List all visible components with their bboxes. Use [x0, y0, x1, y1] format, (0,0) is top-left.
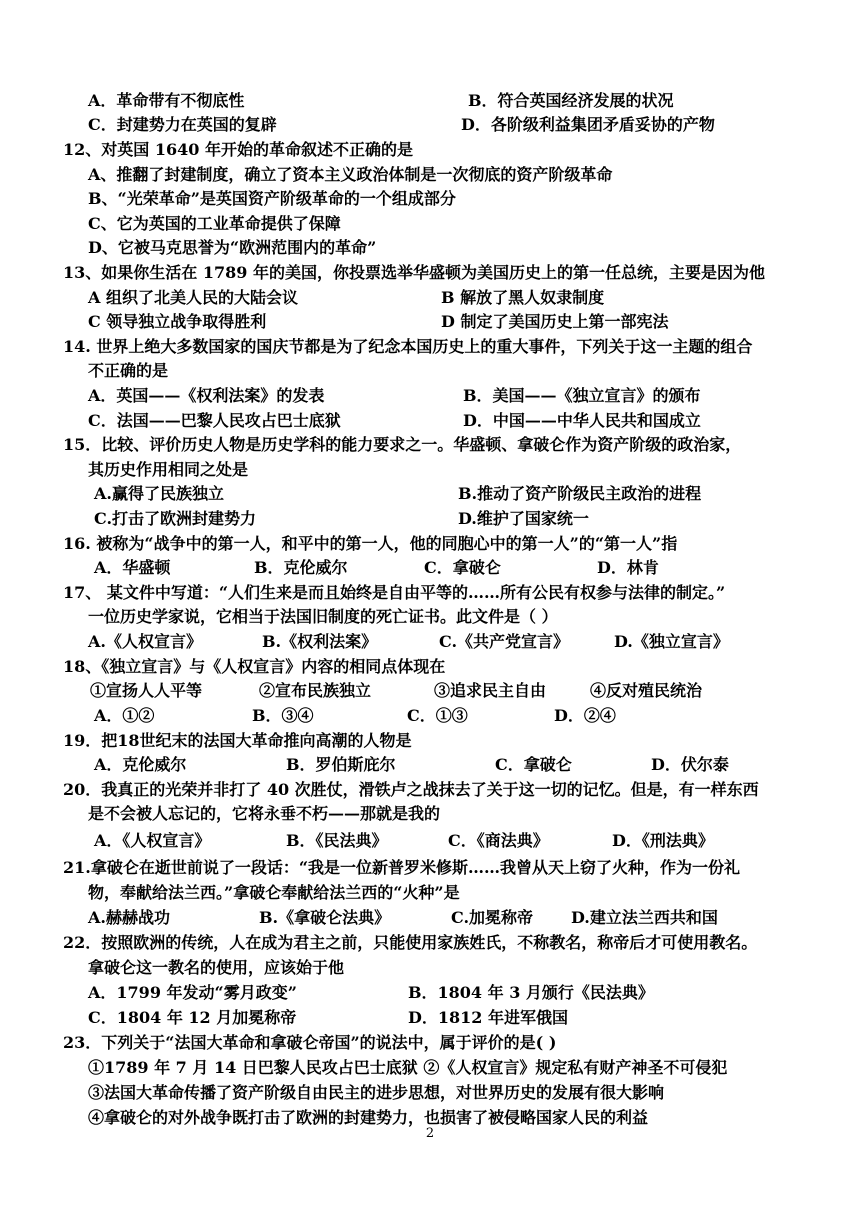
page-number: 2 [425, 1126, 435, 1141]
q18-item-4: ④反对殖民统治 [590, 681, 703, 700]
q14-option-a: A．英国——《权利法案》的发表 [88, 386, 325, 405]
q18-option-d: D．②④ [554, 706, 616, 725]
q14-stem-line2: 不正确的是 [88, 361, 169, 380]
q19-option-d: D．伏尔泰 [651, 755, 729, 774]
q16-stem: 16. 被称为“战争中的第一人，和平中的第一人，他的同胞心中的第一人”的“第一人”指 [63, 534, 678, 553]
q15-option-b: B.推动了资产阶级民主政治的进程 [458, 484, 702, 503]
q22-stem-line2: 拿破仑这一教名的使用，应该始于他 [88, 958, 345, 977]
q22-option-d: D．1812 年进军俄国 [408, 1008, 568, 1027]
q16-option-d: D．林肯 [597, 558, 659, 577]
q21-option-d: D.建立法兰西共和国 [571, 908, 718, 927]
q18-item-3: ③追求民主自由 [434, 681, 547, 700]
q16-option-c: C．拿破仑 [424, 558, 501, 577]
q11-option-b: B．符合英国经济发展的状况 [468, 91, 674, 110]
q18-option-b: B．③④ [252, 706, 314, 725]
q17-option-c: C.《共产党宣言》 [439, 632, 570, 651]
q15-option-d: D.维护了国家统一 [458, 509, 589, 528]
q17-option-a: A.《人权宣言》 [88, 632, 202, 651]
q12-option-b: B、“光荣革命”是英国资产阶级革命的一个组成部分 [88, 189, 456, 208]
q22-option-c: C．1804 年 12 月加冕称帝 [88, 1008, 297, 1027]
q16-option-a: A．华盛顿 [94, 558, 171, 577]
q18-item-2: ②宣布民族独立 [259, 681, 372, 700]
q13-option-b: B 解放了黑人奴隶制度 [441, 288, 605, 307]
q21-option-c: C.加冕称帝 [451, 908, 534, 927]
q12-stem: 12、对英国 1640 年开始的革命叙述不正确的是 [63, 140, 413, 159]
q17-stem-line2: 一位历史学家说，它相当于法国旧制度的死亡证书。此文件是（ ） [88, 607, 558, 626]
q15-option-c: C.打击了欧洲封建势力 [94, 509, 257, 528]
q21-option-a: A.赫赫战功 [88, 908, 170, 927]
q21-stem-line1: 21.拿破仑在逝世前说了一段话：“我是一位新普罗米修斯……我曾从天上窃了火种，作为一份礼 [63, 858, 741, 877]
q19-option-a: A．克伦威尔 [94, 755, 187, 774]
q19-option-b: B．罗伯斯庇尔 [286, 755, 396, 774]
q15-stem-line1: 15．比较、评价历史人物是历史学科的能力要求之一。华盛顿、拿破仑作为资产阶级的政治家， [63, 435, 742, 454]
q12-option-c: C、它为英国的工业革命提供了保障 [88, 214, 341, 233]
q20-option-a: A．《人权宣言》 [94, 831, 211, 850]
q15-stem-line2: 其历史作用相同之处是 [88, 460, 249, 479]
q21-stem-line2: 物，奉献给法兰西。”拿破仑奉献给法兰西的“火种”是 [88, 883, 460, 902]
q13-option-d: D 制定了美国历史上第一部宪法 [441, 312, 669, 331]
q17-option-b: B.《权利法案》 [262, 632, 378, 651]
q13-option-c: C 领导独立战争取得胜利 [88, 312, 267, 331]
q13-option-a: A 组织了北美人民的大陆会议 [88, 288, 298, 307]
q18-stem: 18、《独立宣言》与《人权宣言》内容的相同点体现在 [63, 657, 446, 676]
q23-line-2: ③法国大革命传播了资产阶级自由民主的进步思想，对世界历史的发展有很大影响 [88, 1083, 665, 1102]
q12-option-d: D、它被马克思誉为“欧洲范围内的革命” [88, 238, 377, 257]
q22-option-a: A．1799 年发动“雾月政变” [88, 983, 297, 1002]
q14-option-c: C．法国——巴黎人民攻占巴士底狱 [88, 411, 341, 430]
q20-option-d: D．《刑法典》 [612, 831, 714, 850]
q20-option-c: C．《商法典》 [448, 831, 549, 850]
q12-option-a: A、推翻了封建制度，确立了资本主义政治体制是一次彻底的资产阶级革命 [88, 165, 613, 184]
q20-option-b: B．《民法典》 [286, 831, 388, 850]
q15-option-a: A.赢得了民族独立 [94, 484, 224, 503]
q23-line-1: ①1789 年 7 月 14 日巴黎人民攻占巴士底狱 ②《人权宣言》规定私有财产神圣不可侵犯 [88, 1058, 728, 1077]
q11-option-d: D．各阶级利益集团矛盾妥协的产物 [461, 115, 715, 134]
q11-option-c: C．封建势力在英国的复辟 [88, 115, 277, 134]
q19-stem: 19．把18世纪末的法国大革命推向高潮的人物是 [63, 731, 412, 750]
q23-line-3: ④拿破仑的对外战争既打击了欧洲的封建势力，也损害了被侵略国家人民的利益 [88, 1108, 649, 1127]
q23-stem: 23．下列关于“法国大革命和拿破仑帝国”的说法中，属于评价的是( ) [63, 1033, 557, 1052]
q11-option-a: A．革命带有不彻底性 [88, 91, 245, 110]
q18-option-c: C．①③ [407, 706, 468, 725]
q22-option-b: B．1804 年 3 月颁行《民法典》 [408, 983, 654, 1002]
q17-stem-line1: 17、 某文件中写道：“人们生来是而且始终是自由平等的……所有公民有权参与法律的制定。” [63, 583, 726, 602]
q20-stem-line1: 20．我真正的光荣并非打了 40 次胜仗，滑铁卢之战抹去了关于这一切的记忆。但是，有一样东西 [63, 780, 759, 799]
q19-option-c: C．拿破仑 [495, 755, 572, 774]
q13-stem: 13、如果你生活在 1789 年的美国，你投票选举华盛顿为美国历史上的第一任总统，主要是因为他 [63, 263, 765, 282]
q22-stem-line1: 22．按照欧洲的传统，人在成为君主之前，只能使用家族姓氏，不称教名，称帝后才可使用教名。 [63, 933, 758, 952]
q21-option-b: B.《拿破仑法典》 [259, 908, 391, 927]
q20-stem-line2: 是不会被人忘记的，它将永垂不朽——那就是我的 [88, 804, 441, 823]
q18-item-1: ①宣扬人人平等 [90, 681, 203, 700]
q14-option-d: D．中国——中华人民共和国成立 [463, 411, 701, 430]
q14-stem-line1: 14. 世界上绝大多数国家的国庆节都是为了纪念本国历史上的重大事件，下列关于这一主题的组合 [63, 337, 753, 356]
q17-option-d: D.《独立宣言》 [614, 632, 729, 651]
q16-option-b: B．克伦威尔 [254, 558, 348, 577]
q18-option-a: A．①② [94, 706, 155, 725]
q14-option-b: B．美国——《独立宣言》的颁布 [463, 386, 701, 405]
